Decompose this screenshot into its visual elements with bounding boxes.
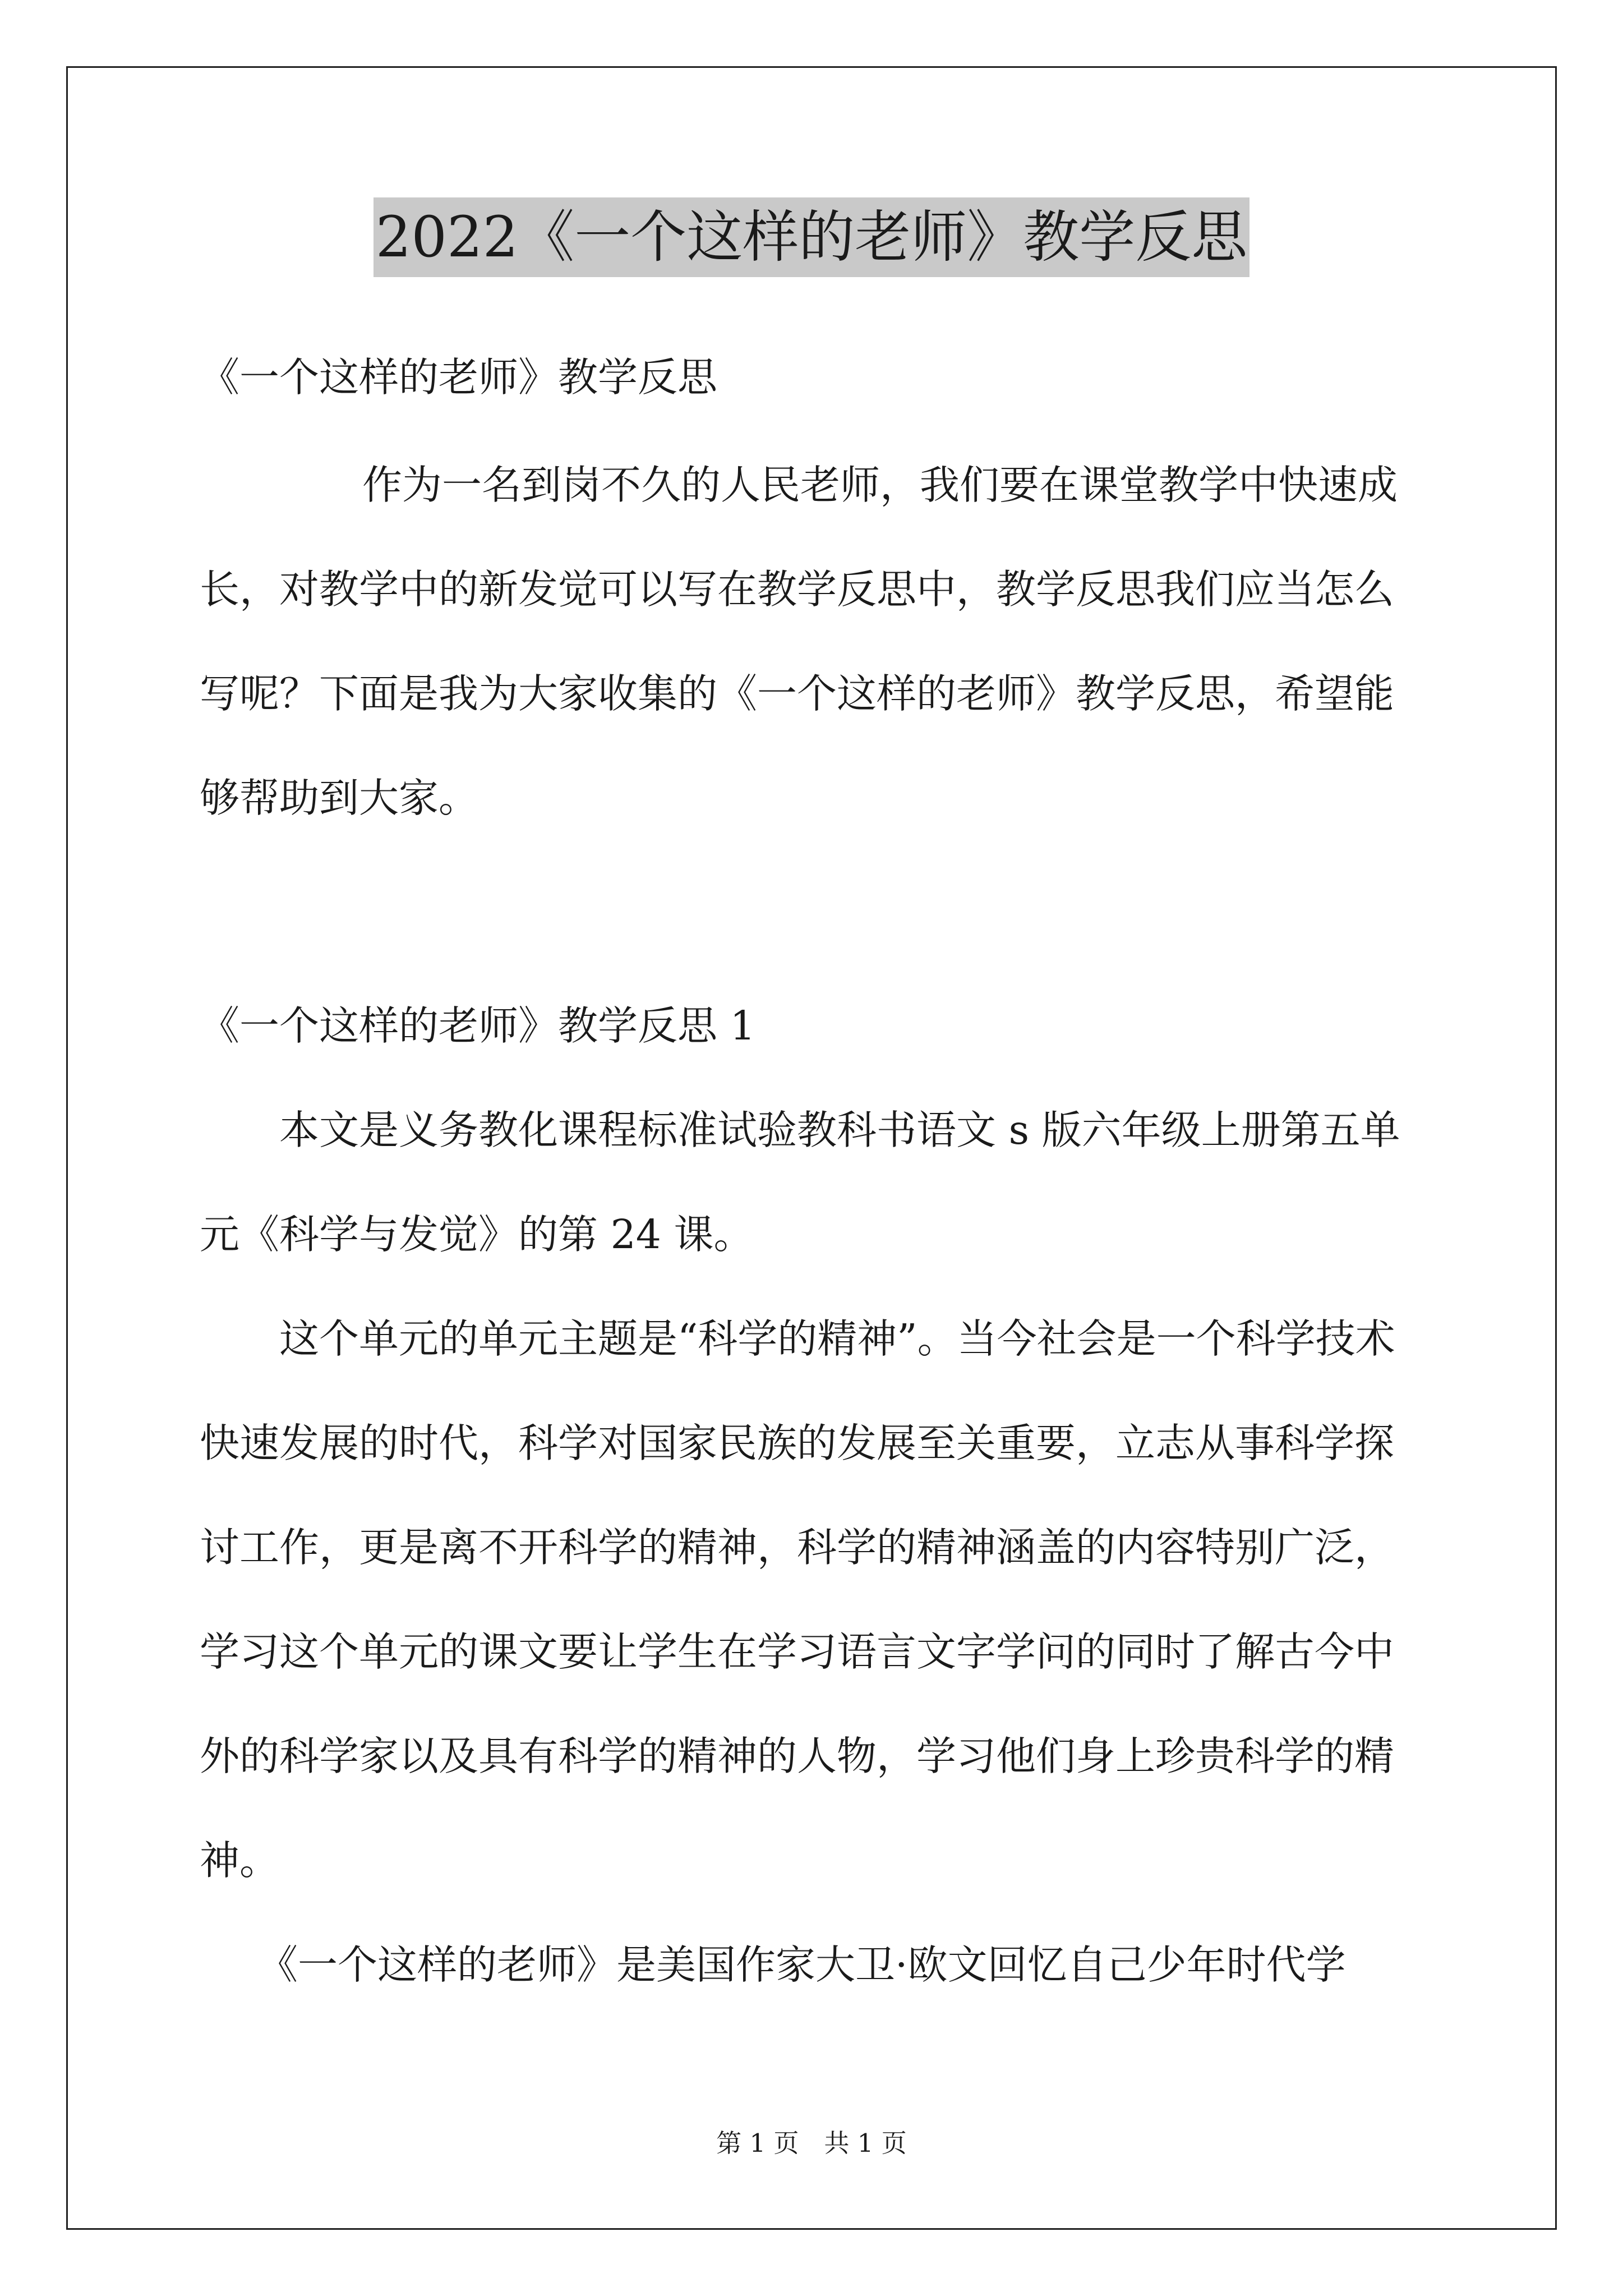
section-heading: 《一个这样的老师》教学反思 1 [200, 1002, 755, 1049]
intro-line: 长，对教学中的新发觉可以写在教学反思中，教学反思我们应当怎么 [200, 566, 1395, 613]
paragraph-line: 外的科学家以及具有科学的精神的人物，学习他们身上珍贵科学的精 [200, 1733, 1395, 1779]
title-block [0, 197, 1623, 277]
paragraph-line: 神。 [200, 1837, 280, 1884]
paragraph-line: 《一个这样的老师》是美国作家大卫·欧文回忆自己少年时代学 [258, 1941, 1346, 1988]
paragraph-line: 讨工作，更是离不开科学的精神，科学的精神涵盖的内容特别广泛， [200, 1524, 1395, 1571]
paragraph-line: 这个单元的单元主题是“科学的精神”。当今社会是一个科学技术 [279, 1315, 1395, 1362]
intro-line: 作为一名到岗不久的人民老师，我们要在课堂教学中快速成 [362, 462, 1398, 508]
page-footer: 第 1 页 共 1 页 [716, 2128, 907, 2158]
intro-line: 够帮助到大家。 [200, 775, 479, 821]
paragraph-line: 学习这个单元的课文要让学生在学习语言文字学问的同时了解古今中 [200, 1628, 1395, 1675]
document-title: 2022《一个这样的老师》教学反思 [374, 197, 1250, 277]
paragraph-line: 本文是义务教化课程标准试验教科书语文 s 版六年级上册第五单 [279, 1107, 1400, 1153]
intro-line: 写呢？下面是我为大家收集的《一个这样的老师》教学反思，希望能 [200, 670, 1395, 717]
document-subtitle: 《一个这样的老师》教学反思 [200, 354, 718, 401]
paragraph-line: 快速发展的时代，科学对国家民族的发展至关重要，立志从事科学探 [200, 1420, 1395, 1466]
paragraph-line: 元《科学与发觉》的第 24 课。 [200, 1211, 754, 1258]
